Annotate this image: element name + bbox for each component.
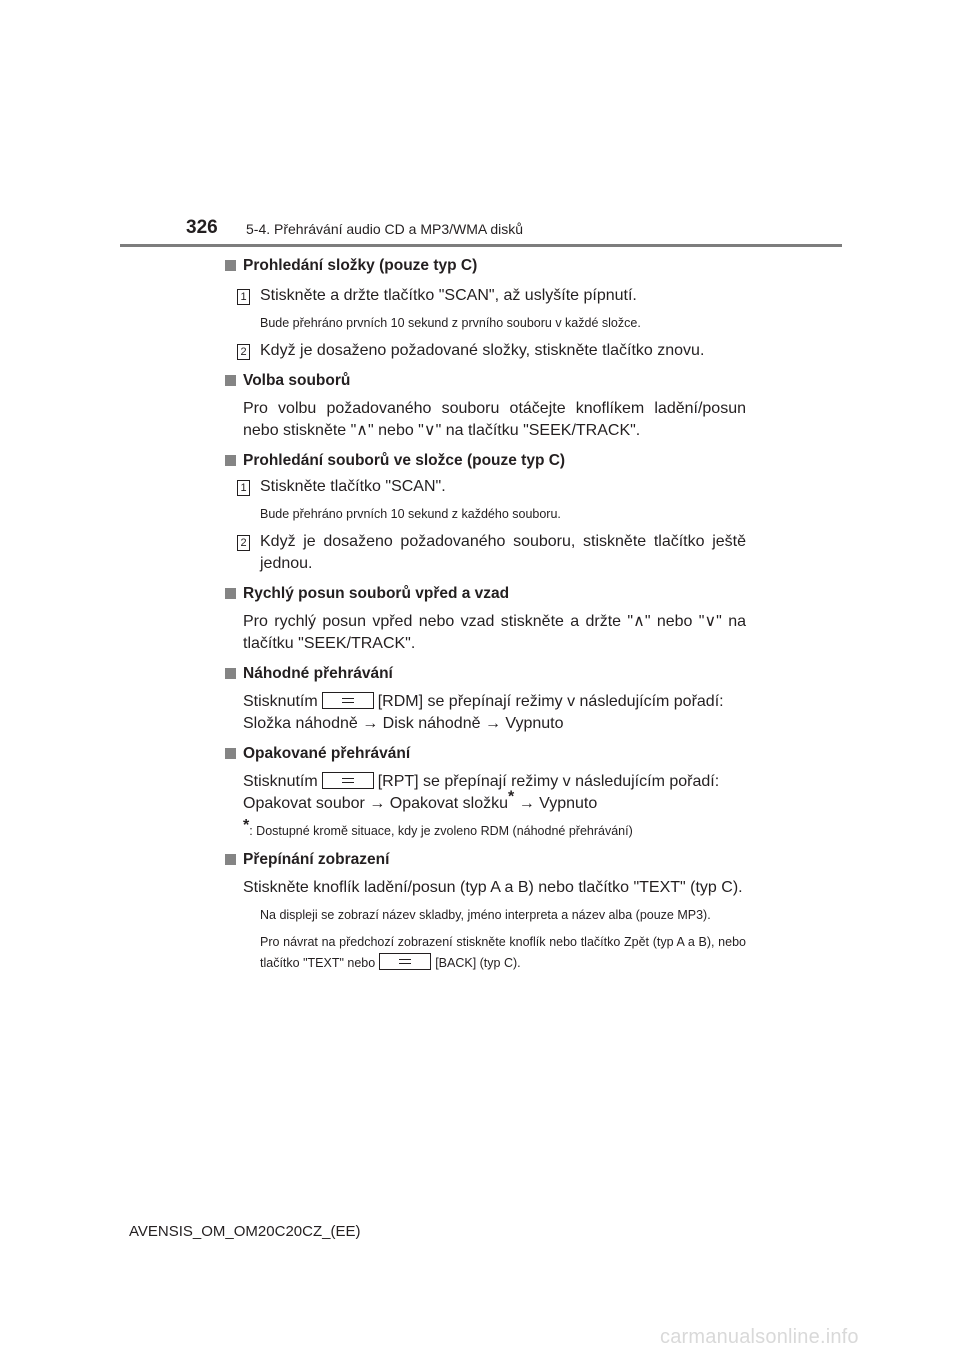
bullet-square-icon xyxy=(225,375,236,386)
paragraph: Pro volbu požadovaného souboru otáčejte knoflíkem ladění/posun nebo stiskněte "∧" nebo "∨" na tlačítku "SEEK/TRACK". xyxy=(243,400,746,439)
page-number: 326 xyxy=(186,217,218,238)
note: Bude přehráno prvních 10 sekund z každého souboru. xyxy=(260,507,561,521)
bullet-square-icon xyxy=(225,748,236,759)
page-content xyxy=(224,255,746,974)
watermark: carmanualsonline.info xyxy=(660,1326,859,1348)
step-number-box: 1 xyxy=(237,480,250,496)
step-number-box: 2 xyxy=(237,344,250,360)
document-code: AVENSIS_OM_OM20C20CZ_(EE) xyxy=(129,1223,361,1240)
key-button-icon xyxy=(322,772,374,789)
section-heading-file-select: Volba souborů xyxy=(224,370,746,391)
bullet-square-icon xyxy=(225,588,236,599)
section-heading-folder-scan: Prohledání složky (pouze typ C) xyxy=(224,255,746,276)
step-2: 2 Když je dosaženo požadované složky, stiskněte tlačítko znovu. xyxy=(224,340,746,362)
note: Bude přehráno prvních 10 sekund z prvního souboru v každé složce. xyxy=(260,316,641,330)
step-1: 1 Stiskněte tlačítko "SCAN". xyxy=(224,476,746,498)
paragraph: Pro rychlý posun vpřed nebo vzad stiskněte a držte "∧" nebo "∨" na tlačítku "SEEK/TRACK". xyxy=(243,613,746,652)
section-heading-repeat: Opakované přehrávání xyxy=(224,743,746,764)
key-button-icon xyxy=(322,692,374,709)
section-heading-random: Náhodné přehrávání xyxy=(224,663,746,684)
note: Na displeji se zobrazí název skladby, jméno interpreta a název alba (pouze MP3). xyxy=(260,908,711,922)
note: Pro návrat na předchozí zobrazení stiskněte knoflík nebo tlačítko Zpět (typ A a B), nebo tlačítko "TEXT" nebo [BACK] (typ C). xyxy=(260,935,746,970)
section-heading-file-scan: Prohledání souborů ve složce (pouze typ C) xyxy=(224,450,746,471)
bullet-square-icon xyxy=(225,260,236,271)
paragraph: Stiskněte knoflík ladění/posun (typ A a B) nebo tlačítko "TEXT" (typ C). xyxy=(243,879,743,896)
step-number-box: 2 xyxy=(237,535,250,551)
paragraph: Stisknutím [RPT] se přepínají režimy v následujícím pořadí: Opakovat soubor → Opakovat složku* → Vypnuto xyxy=(243,773,720,812)
bullet-square-icon xyxy=(225,854,236,865)
footnote: *: Dostupné kromě situace, kdy je zvoleno RDM (náhodné přehrávání) xyxy=(243,816,633,838)
step-1: 1 Stiskněte a držte tlačítko "SCAN", až uslyšíte pípnutí. xyxy=(224,285,746,307)
key-button-icon xyxy=(379,953,431,970)
bullet-square-icon xyxy=(225,668,236,679)
step-2: 2 Když je dosaženo požadovaného souboru, stiskněte tlačítko ještě jednou. xyxy=(224,531,746,575)
section-heading-display: Přepínání zobrazení xyxy=(224,849,746,870)
step-number-box: 1 xyxy=(237,289,250,305)
section-heading-fast-seek: Rychlý posun souborů vpřed a vzad xyxy=(224,583,746,604)
bullet-square-icon xyxy=(225,455,236,466)
paragraph: Stisknutím [RDM] se přepínají režimy v následujícím pořadí: Složka náhodně → Disk náhodně → Vypnuto xyxy=(243,693,724,732)
chapter-title: 5-4. Přehrávání audio CD a MP3/WMA disků xyxy=(246,221,524,237)
header-rule xyxy=(120,244,842,247)
